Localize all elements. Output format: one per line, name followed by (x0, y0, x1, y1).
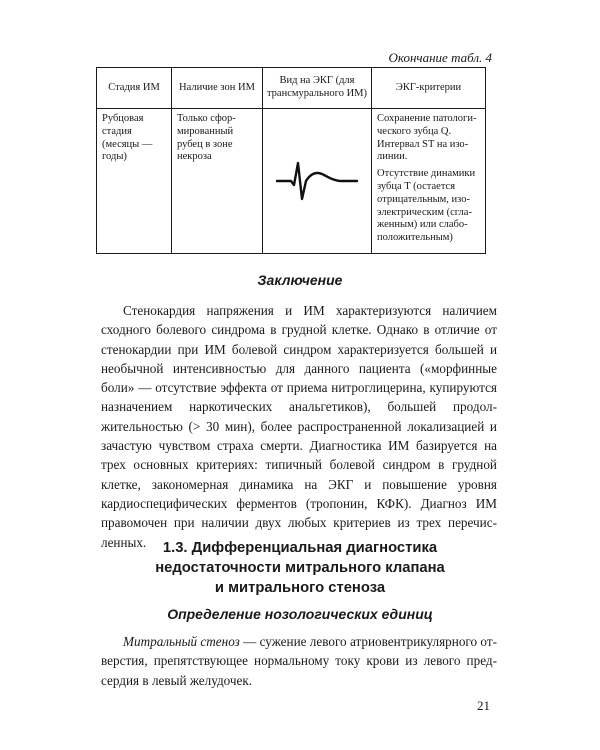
header-ecg-criteria: ЭКГ-критерии (372, 68, 486, 109)
header-ecg-view: Вид на ЭКГ (для трансмурального ИМ) (263, 68, 372, 109)
subsection-heading: Определение нозологических единиц (167, 606, 433, 622)
criteria-item: Сохранение патологического зубца Q. Интервал ST на изолинии. (377, 113, 477, 163)
cell-ecg-criteria (372, 109, 486, 254)
section-heading-line: недостаточности митрального клапана (155, 560, 445, 576)
section-heading (0, 538, 600, 598)
cell-zones: Только сформированный рубец в зоне некроза (172, 109, 263, 254)
page-number: 21 (477, 698, 490, 713)
definition-term: Митральный стеноз (123, 634, 240, 649)
mi-stage-table (96, 67, 486, 254)
table-header-row (97, 68, 486, 109)
definition-text: — сужение левого атриовентрикулярного отверстия, препятствующее нормальному току крови из левого предсердия в левый желудочек. (101, 634, 497, 688)
ecg-waveform-line (277, 163, 357, 199)
definition-paragraph (101, 632, 497, 690)
section-heading-line: и митрального стеноза (214, 580, 386, 596)
table-caption: Окончание табл. 4 (388, 50, 492, 65)
conclusion-heading: Заключение (257, 272, 343, 288)
table-row (97, 109, 486, 254)
section-heading-line: 1.3. Дифференциальная диагностика (162, 540, 438, 556)
conclusion-paragraph: Стенокардия напряжения и ИМ характеризуются наличием сходного болевого синдрома в грудной клетке. Однако в отличие от стенокардии при ИМ болевой синдром характеризуется большей и необычной интенсивностью для данного пациента («морфинные боли» — отсутствие эффекта от приема нитроглицерина, купируются назначением наркотических анальгетиков), большей продолжительностью (> 30 мин), более распространенной локализацией и зачастую чувством страха смерти. Диагностика ИМ базируется на трех основных критериях: типичный болевой синдром в грудной клетке, закономерная динамика на ЭКГ и повышение уровня кардиоспецифических ферментов (тропонин, КФК). Диагноз ИМ правомочен при наличии двух любых критериев из трех перечисленных. (101, 303, 497, 550)
header-zones: Наличие зон ИМ (172, 68, 263, 109)
cell-stage: Рубцовая стадия (месяцы — годы) (97, 109, 172, 254)
ecg-waveform-figure (275, 151, 359, 207)
header-stage: Стадия ИМ (97, 68, 172, 109)
cell-ecg-view (263, 109, 372, 254)
criteria-item: Отсутствие динамики зубца T (остается отрицательным, изоэлектрическим (сглаженным) или слабоположительным) (377, 168, 476, 244)
